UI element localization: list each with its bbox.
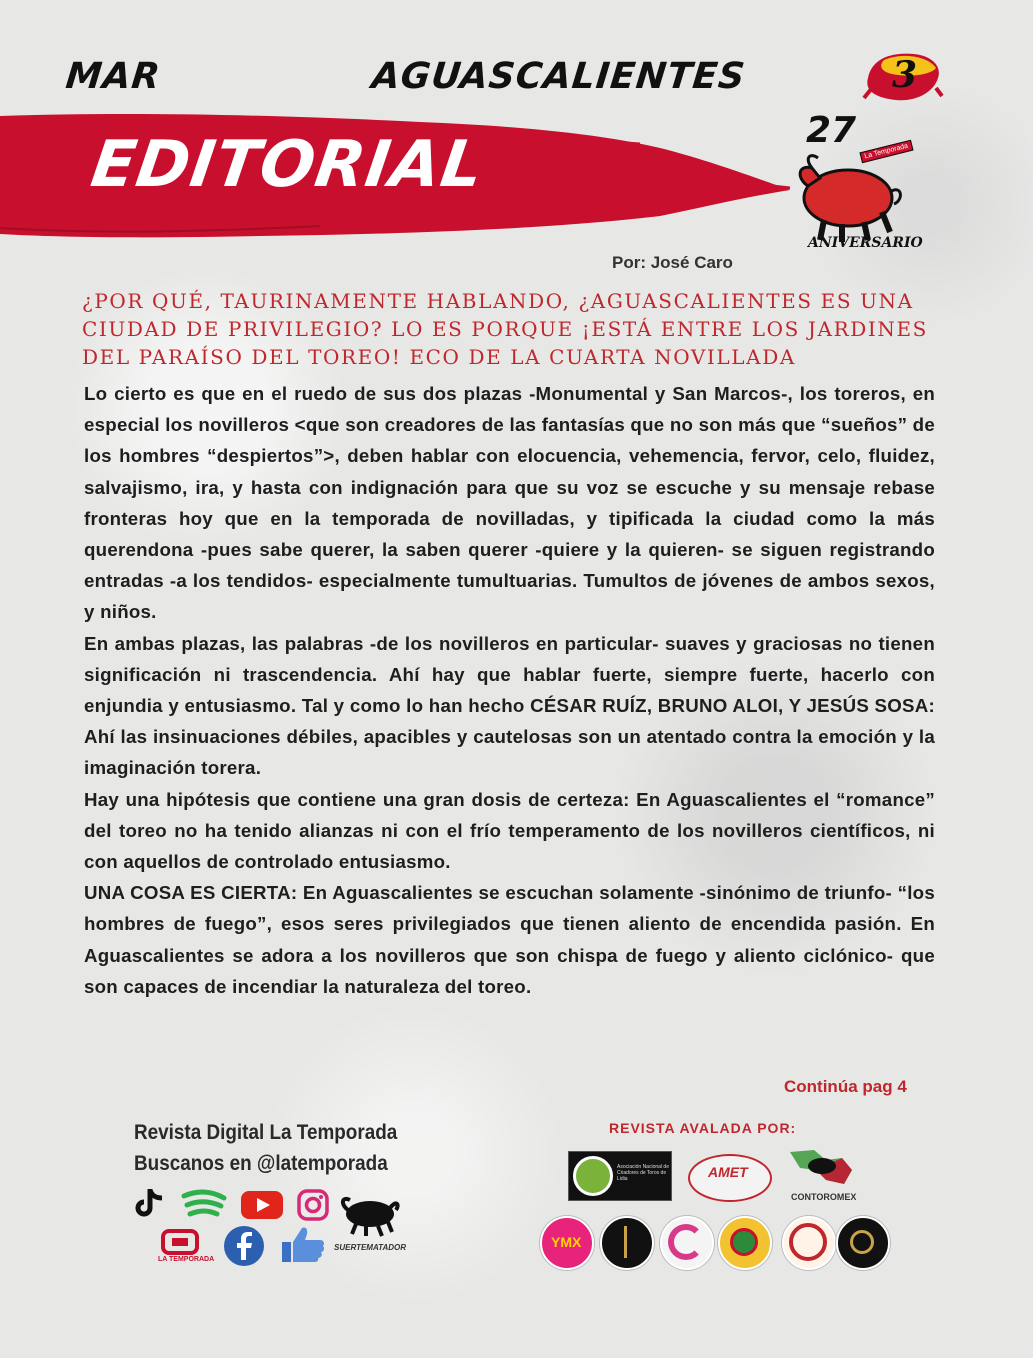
article-body	[84, 378, 935, 1002]
endorsed-by-label: REVISTA AVALADA POR:	[609, 1120, 797, 1136]
thumbs-up-icon[interactable]	[280, 1224, 326, 1264]
article-headline: ¿POR QUÉ, TAURINAMENTE HABLANDO, ¿AGUASCALIENTES ES UNA CIUDAD DE PRIVILEGIO? LO ES PORQUE ¡ESTÁ ENTRE LOS JARDINES DEL PARAÍSO DEL TOREO! ECO DE LA CUARTA NOVILLADA	[82, 289, 928, 369]
circle-logo-red-ring[interactable]	[782, 1216, 836, 1270]
contoromex-label: CONTOROMEX	[791, 1192, 857, 1202]
paragraph: Lo cierto es que en el ruedo de sus dos plazas -Monumental y San Marcos-, los toreros, en especial los novilleros <que son creadores de las fantasías que no son más que “sueños” de los hombres “despiertos”>, deben hablar con elocuencia, vehemencia, fervor, celo, fluidez, salvajismo, ira, y hasta con indignación para que su voz se escuche y su mensaje rebase fronteras hoy que en la temporada de novilladas, y tipificada la ciudad como la más querendona -pues sabe querer, la saben querer -quiere y la quieren- se siguen registrando entradas -a los tendidos- especialmente tumultuarias. Tumultos de jóvenes de ambos sexos, y niños.	[84, 383, 935, 623]
anctl-label: Asociación Nacional de Criadores de Toros de Lidia	[617, 1164, 669, 1182]
circle-logo-gold[interactable]	[836, 1216, 890, 1270]
magazine-name: Revista Digital La Temporada	[134, 1121, 398, 1144]
anniversary-number: 27	[806, 110, 857, 151]
byline: Por: José Caro	[612, 253, 733, 272]
amet-label: AMET	[708, 1164, 748, 1180]
youtube-icon[interactable]	[240, 1190, 284, 1220]
tiktok-icon[interactable]	[132, 1186, 166, 1220]
instagram-icon[interactable]	[296, 1188, 330, 1222]
paragraph: UNA COSA ES CIERTA: En Aguascalientes se escuchan solamente -sinónimo de triunfo- “los hombres de fuego”, esos seres privilegiados que tienen aliento de encendida pasión. En Aguascalientes se adora a los novilleros que son chispa de fuego y aliento ciclónico- que son capaces de incendiar la naturaleza del toreo.	[84, 882, 935, 997]
social-handle: Buscanos en @latemporada	[134, 1152, 388, 1175]
issue-month: MAR	[63, 56, 163, 97]
continued-link[interactable]: Continúa pag 4	[784, 1077, 907, 1096]
spotify-icon[interactable]	[180, 1188, 228, 1220]
ymx-logo[interactable]	[540, 1216, 594, 1270]
anniversary-ribbon: La Temporada	[859, 140, 913, 163]
amet-logo[interactable]	[688, 1154, 772, 1202]
city-heading: AGUASCALIENTES	[369, 56, 748, 97]
page-number: 3	[892, 54, 918, 96]
anniversary-label: ANIVERSARIO	[808, 235, 923, 251]
ymx-label: YMX	[551, 1234, 582, 1250]
bull-icon[interactable]	[338, 1190, 400, 1242]
facebook-icon[interactable]	[222, 1224, 266, 1268]
paragraph: En ambas plazas, las palabras -de los novilleros en particular- suaves y graciosas no tienen significación ni trascendencia. Ahí hay que hablar fuerte, siempre fuerte, hacerlo con enjundia y entusiasmo. Tal y como lo han hecho CÉSAR RUÍZ, BRUNO ALOI, Y JESÚS SOSA: Ahí las insinuaciones débiles, apacibles y cautelosas son un atentado contra la emoción y la imaginación torera.	[84, 632, 935, 779]
contoromex-logo[interactable]	[786, 1144, 856, 1190]
circle-logo-black[interactable]	[600, 1216, 654, 1270]
circle-logo-crest[interactable]	[718, 1216, 772, 1270]
la-temporada-tv-icon[interactable]	[160, 1228, 200, 1258]
paragraph: Hay una hipótesis que contiene una gran dosis de certeza: En Aguascalientes el “romance” del toreo no ha tenido alianzas ni con el frío temperamento de los novilleros científicos, ni con aquellos de controlado entusiasmo.	[84, 788, 935, 873]
la-temporada-label: LA TEMPORADA	[158, 1256, 215, 1263]
circle-logo-moon[interactable]	[660, 1216, 714, 1270]
suerte-matador-label: SUERTEMATADOR	[334, 1243, 406, 1252]
page-number-badge	[862, 48, 944, 106]
anctl-logo[interactable]	[568, 1151, 672, 1201]
section-title: EDITORIAL	[86, 128, 489, 202]
